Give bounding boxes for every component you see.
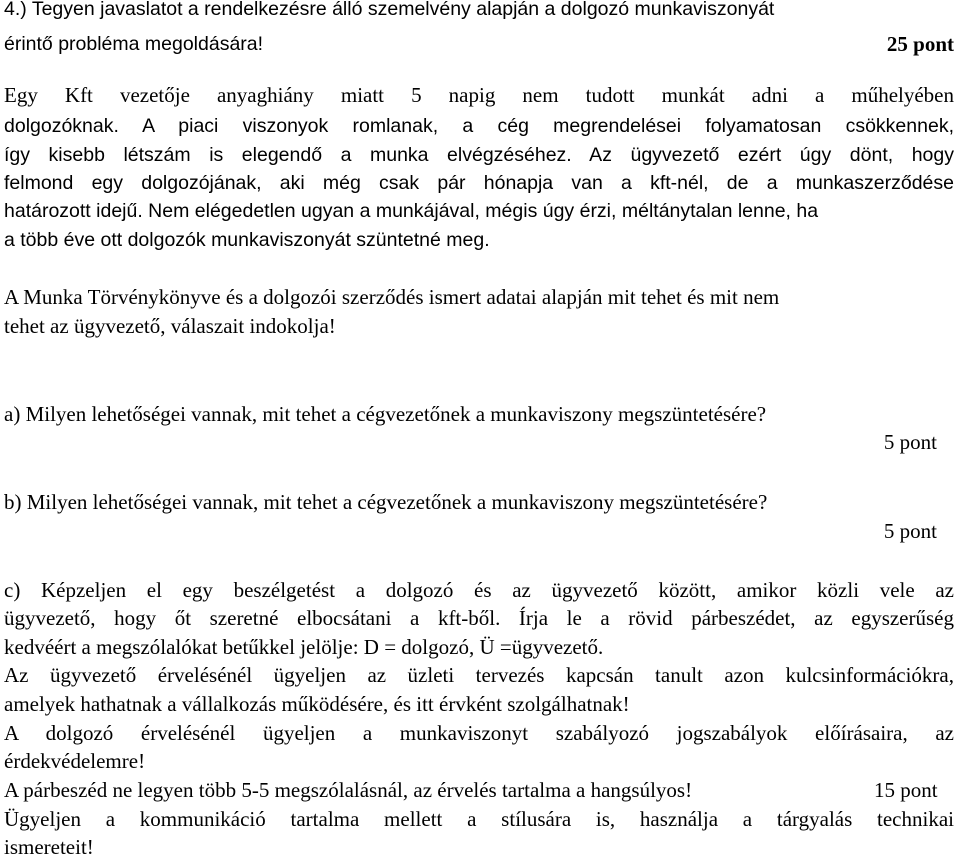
question-c-line-3: kedvéért a megszólalókat betűkkel jelölje: D = dolgozó, Ü =ügyvezető. [4,635,604,659]
question-b-text: b) Milyen lehetőségei vannak, mit tehet a cégvezetőnek a munkaviszony megszüntetésére? [4,490,768,514]
case-line-4: felmond egy dolgozójának, aki még csak pár hónapja van a kft-nél, de a munkaszerződése [4,172,954,194]
question-c-style-note-line-2: ismereteit! [4,835,94,859]
instruction-line-2: tehet az ügyvezető, válaszait indokolja! [4,314,336,338]
question-c-points: 15 pont [874,778,938,802]
question-b-points: 5 pont [883,519,937,543]
question-a-text: a) Milyen lehetőségei vannak, mit tehet a cégvezetőnek a munkaviszony megszüntetésére? [4,402,767,426]
case-line-1: Egy Kft vezetője anyaghiány miatt 5 napig nem tudott munkát adni a műhelyében [4,83,954,107]
question-c-line-4: Az ügyvezető érvelésénél ügyeljen az üzleti tervezés kapcsán tanult azon kulcsinformációkra, [4,663,954,687]
task-title-line-1: 4.) Tegyen javaslatot a rendelkezésre álló szemelvény alapján a dolgozó munkaviszonyát [4,0,775,20]
question-c-length-rule-line [4,778,954,802]
question-c-line-5: amelyek hathatnak a vállalkozás működésére, és itt érvként szolgálhatnak! [4,692,630,716]
case-line-6: a több éve ott dolgozók munkaviszonyát szüntetné meg. [4,229,490,251]
question-c-line-6: A dolgozó érvelésénél ügyeljen a munkaviszonyt szabályozó jogszabályok előírásaira, az [4,721,954,745]
task-title-text: érintő probléma megoldására! [4,33,264,55]
instruction-line-1: A Munka Törvénykönyve és a dolgozói szerződés ismert adatai alapján mit tehet és mit nem [4,285,780,309]
question-c-length-rule: A párbeszéd ne legyen több 5-5 megszólalásnál, az érvelés tartalma a hangsúlyos! [4,778,693,802]
question-c-style-note-line-1: Ügyeljen a kommunikáció tartalma mellett a stílusára is, használja a tárgyalás technikai [4,807,954,831]
question-a-points: 5 pont [883,430,937,454]
case-line-3: így kisebb létszám is elegendő a munka elvégzéséhez. Az ügyvezető ezért úgy dönt, hogy [4,144,954,166]
task-points: 25 pont [886,32,954,56]
task-title-line-2 [4,32,954,56]
question-c-line-7: érdekvédelemre! [4,749,146,773]
case-line-2: dolgozóknak. A piaci viszonyok romlanak, a cég megrendelései folyamatosan csökkennek, [4,115,954,137]
question-c-line-2: ügyvezető, hogy őt szeretné elbocsátani a kft-ből. Írja le a rövid párbeszédet, az egyszerűség [4,606,954,630]
question-c-line-1: c) Képzeljen el egy beszélgetést a dolgozó és az ügyvezető között, amikor közli vele az [4,578,954,602]
case-line-5: határozott idejű. Nem elégedetlen ugyan a munkájával, mégis úgy érzi, méltánytalan lenne, ha [4,200,819,222]
